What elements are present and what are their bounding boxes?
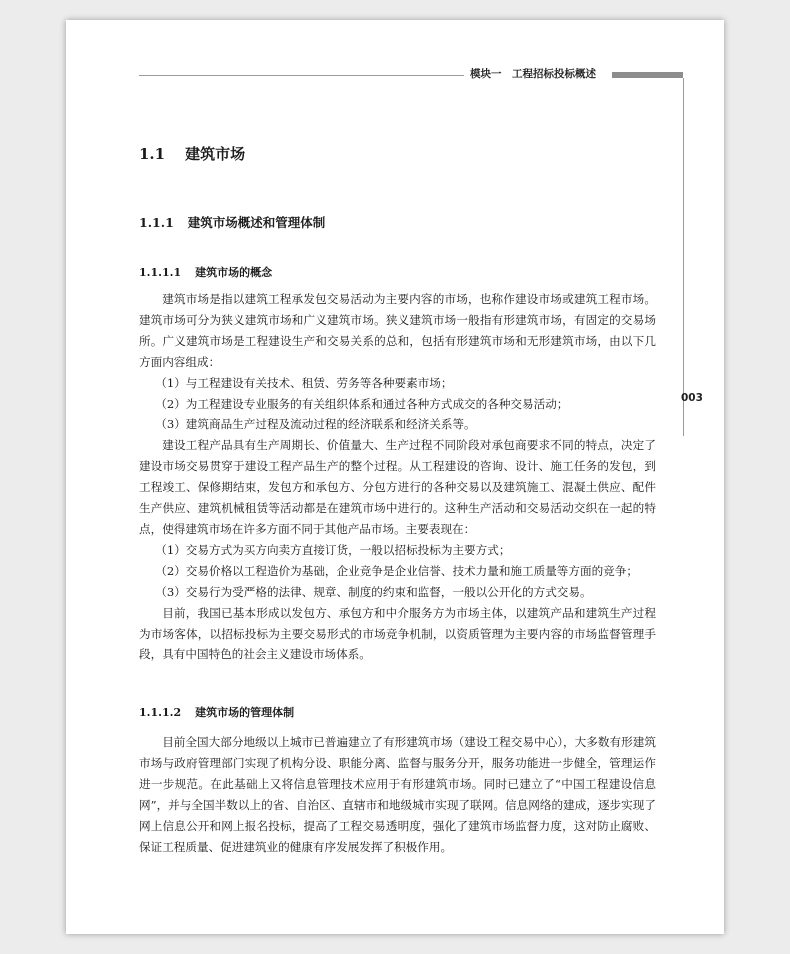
section-title: 建筑市场: [185, 145, 246, 163]
list-item: （2）交易价格以工程造价为基础，企业竞争是企业信誉、技术力量和施工质量等方面的竞争；: [155, 563, 638, 578]
paragraph: 建设工程产品具有生产周期长、价值量大、生产过程不同阶段对承包商要求不同的特点，决定了建设市场交易贯穿于建设工程产品生产的整个过程。从工程建设的咨询、设计、施工任务的发包，到工程竣工、保修期结束，发包方和承包方、分包方进行的各种交易以及建筑施工、混凝土供应、配件生产供应、建筑机械租赁等活动都是在建筑市场中进行的。这种生产活动和交易活动交织在一起的特点，使得建筑市场在许多方面不同于其他产品市场。主要表现在：: [139, 438, 656, 536]
paragraph: 目前全国大部分地级以上城市已普遍建立了有形建筑市场（建设工程交易中心），大多数有形建筑市场与政府管理部门实现了机构分设、职能分离、监督与服务分开，服务功能进一步健全，管理运作进一步规范。在此基础上又将信息管理技术应用于有形建筑市场。同时已建立了“中国工程建设信息网”，并与全国半数以上的省、自治区、直辖市和地级城市实现了联网。信息网络的建成，逐步实现了网上信息公开和网上报名投标，提高了工程交易透明度，强化了建筑市场监督力度，这对防止腐败、保证工程质量、促进建筑业的健康有序发展发挥了积极作用。: [139, 735, 656, 854]
subsection-number: 1.1.1: [139, 215, 174, 230]
running-header: 模块一 工程招标投标概述: [470, 68, 596, 80]
section-heading: [139, 143, 245, 164]
page-number: 003: [681, 392, 703, 404]
sub1-body: [139, 289, 656, 665]
list-item: （1）交易方式为买方向卖方直接订货，一般以招标投标为主要方式；: [155, 542, 511, 557]
subsection-title: 建筑市场概述和管理体制: [187, 215, 326, 230]
sub1-title: 建筑市场的概念: [195, 266, 273, 279]
sub1-heading: [139, 264, 272, 280]
sub2-heading: [139, 704, 294, 720]
paragraph: 建筑市场是指以建筑工程承发包交易活动为主要内容的市场，也称作建设市场或建筑工程市场。建筑市场可分为狭义建筑市场和广义建筑市场。狭义建筑市场一般指有形建筑市场，有固定的交易场所。广义建筑市场是工程建设生产和交易关系的总和，包括有形建筑市场和无形建筑市场，由以下几方面内容组成：: [139, 292, 656, 369]
header-rule: [139, 75, 464, 76]
sub2-body: [139, 732, 656, 857]
sub2-number: 1.1.1.2: [139, 706, 182, 719]
list-item: （1）与工程建设有关技术、租赁、劳务等各种要素市场；: [155, 375, 453, 390]
list-item: （3）建筑商品生产过程及流动过程的经济联系和经济关系等。: [155, 417, 476, 432]
list-item: （2）为工程建设专业服务的有关组织体系和通过各种方式成交的各种交易活动；: [155, 396, 569, 411]
section-number: 1.1: [139, 145, 166, 163]
margin-rule: [683, 78, 684, 436]
sub2-title: 建筑市场的管理体制: [195, 706, 295, 719]
subsection-heading: [139, 213, 325, 231]
header-bar: [612, 72, 683, 78]
paragraph: 目前，我国已基本形成以发包方、承包方和中介服务方为市场主体，以建筑产品和建筑生产过程为市场客体，以招标投标为主要交易形式的市场竞争机制，以资质管理为主要内容的市场监督管理手段，具有中国特色的社会主义建设市场体系。: [139, 605, 656, 662]
list-item: （3）交易行为受严格的法律、规章、制度的约束和监督，一般以公开化的方式交易。: [155, 584, 592, 599]
sub1-number: 1.1.1.1: [139, 266, 182, 279]
